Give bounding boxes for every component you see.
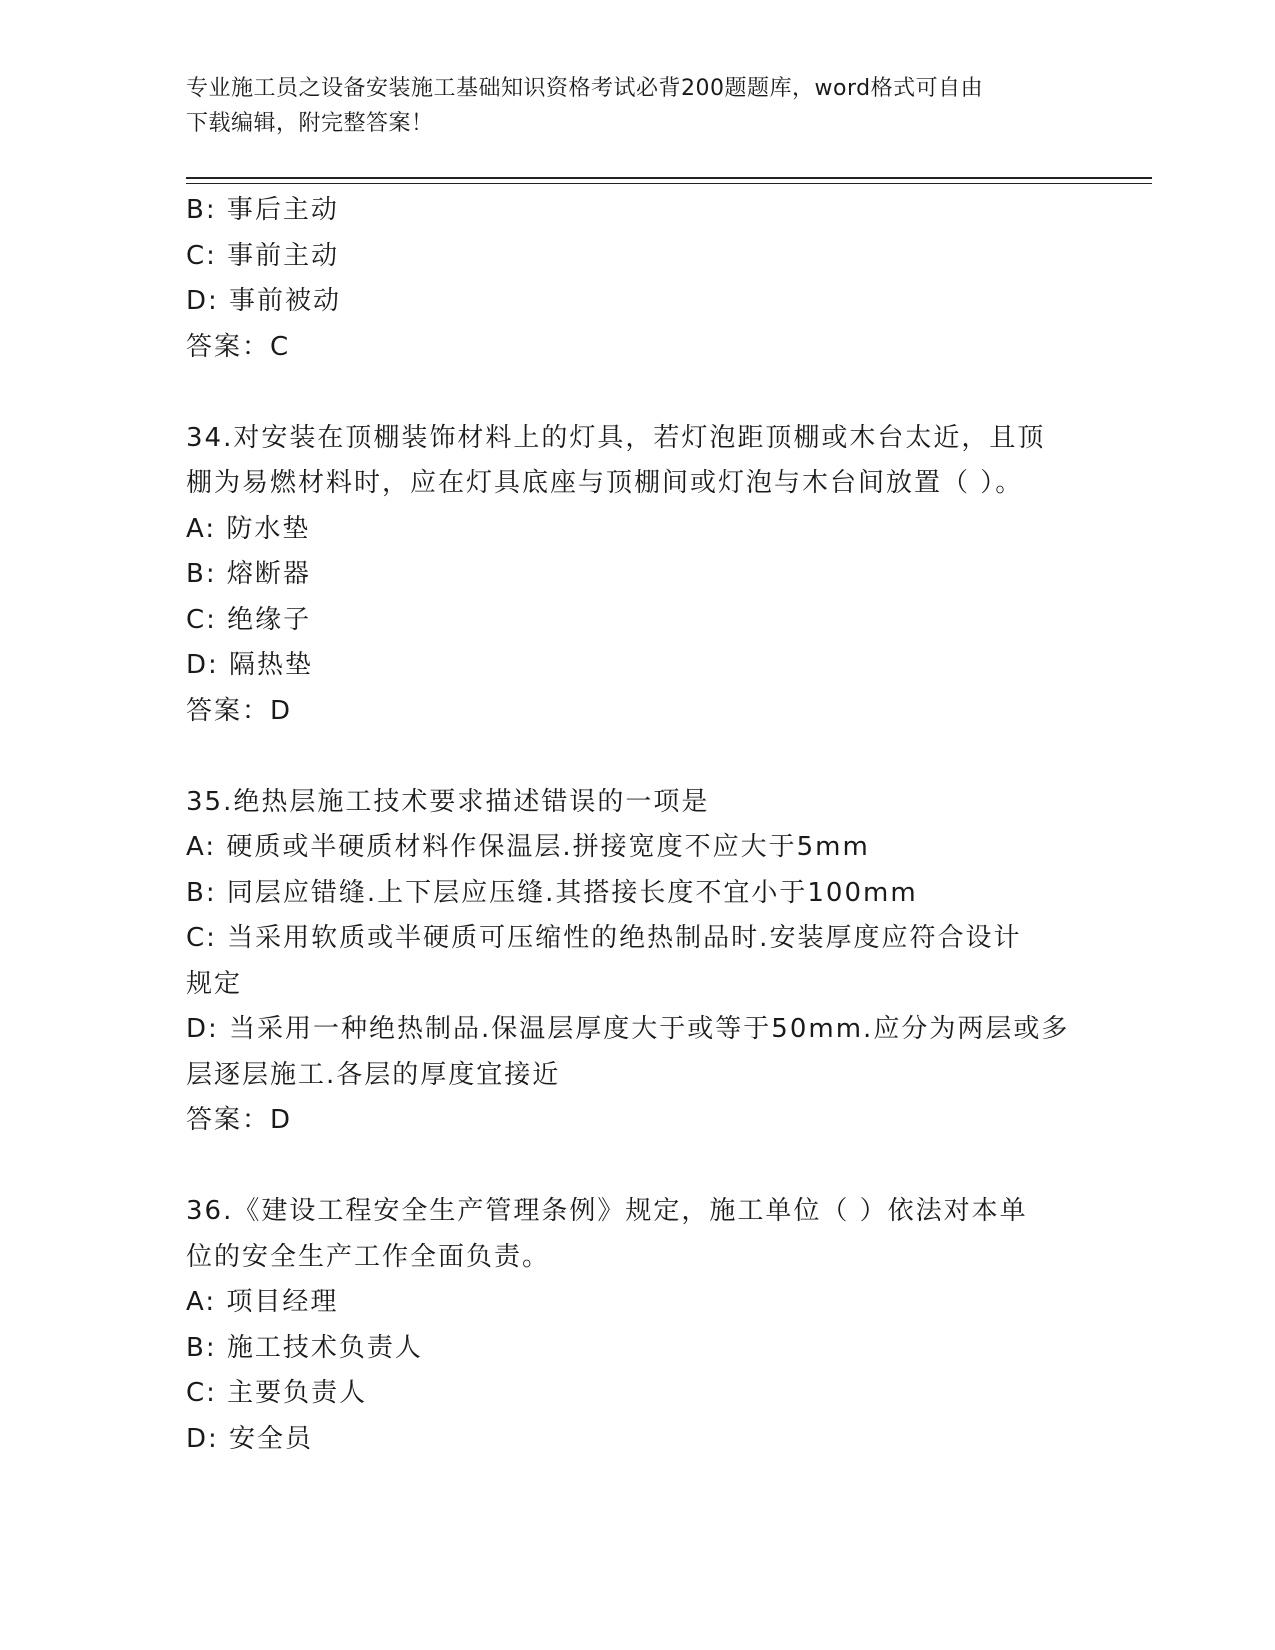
- option: B: 熔断器: [186, 559, 311, 589]
- question-stem: 棚为易燃材料时，应在灯具底座与顶棚间或灯泡与木台间放置（ ）。: [186, 468, 1024, 498]
- question-stem: 35.绝热层施工技术要求描述错误的一项是: [186, 786, 710, 817]
- question-stem: 位的安全生产工作全面负责。: [186, 1241, 551, 1272]
- option: B: 施工技术负责人: [186, 1332, 423, 1363]
- option: C: 事前主动: [186, 240, 340, 271]
- answer: 答案：D: [186, 695, 293, 726]
- option: A: 防水垫: [186, 513, 311, 544]
- header-line: 下载编辑，附完整答案！: [186, 111, 434, 136]
- option-continuation: 规定: [186, 968, 243, 999]
- question-block: [186, 188, 1086, 370]
- document-body: [186, 188, 1086, 1462]
- option: C: 当采用软质或半硬质可压缩性的绝热制品时.安装厚度应符合设计: [186, 923, 1022, 953]
- document-header: [186, 71, 1086, 141]
- spacer: [186, 370, 1086, 416]
- header-line: 专业施工员之设备安装施工基础知识资格考试必背200题题库，word格式可自由: [186, 76, 984, 101]
- option: D: 安全员: [186, 1423, 314, 1454]
- question-block: [186, 416, 1086, 735]
- question-stem: 34.对安装在顶棚装饰材料上的灯具，若灯泡距顶棚或木台太近，且顶: [186, 422, 1046, 453]
- option: D: 当采用一种绝热制品.保温层厚度大于或等于50mm.应分为两层或多: [186, 1014, 1070, 1044]
- option: C: 绝缘子: [186, 604, 312, 635]
- option-continuation: 层逐层施工.各层的厚度宜接近: [186, 1059, 561, 1090]
- question-block: [186, 1189, 1086, 1462]
- option: B: 同层应错缝.上下层应压缝.其搭接长度不宜小于100mm: [186, 877, 918, 908]
- spacer: [186, 1144, 1086, 1190]
- question-block: [186, 780, 1086, 1144]
- answer: 答案：D: [186, 1105, 293, 1135]
- spacer: [186, 734, 1086, 780]
- option: B: 事后主动: [186, 195, 339, 225]
- option: A: 硬质或半硬质材料作保温层.拼接宽度不应大于5mm: [186, 832, 870, 862]
- header-divider: [186, 177, 1152, 179]
- option: A: 项目经理: [186, 1287, 339, 1317]
- question-stem: 36.《建设工程安全生产管理条例》规定，施工单位（ ）依法对本单: [186, 1196, 1028, 1226]
- option: D: 隔热垫: [186, 650, 314, 680]
- answer: 答案：C: [186, 331, 291, 362]
- option: C: 主要负责人: [186, 1378, 368, 1408]
- header-divider-thin: [186, 183, 1152, 184]
- option: D: 事前被动: [186, 286, 342, 316]
